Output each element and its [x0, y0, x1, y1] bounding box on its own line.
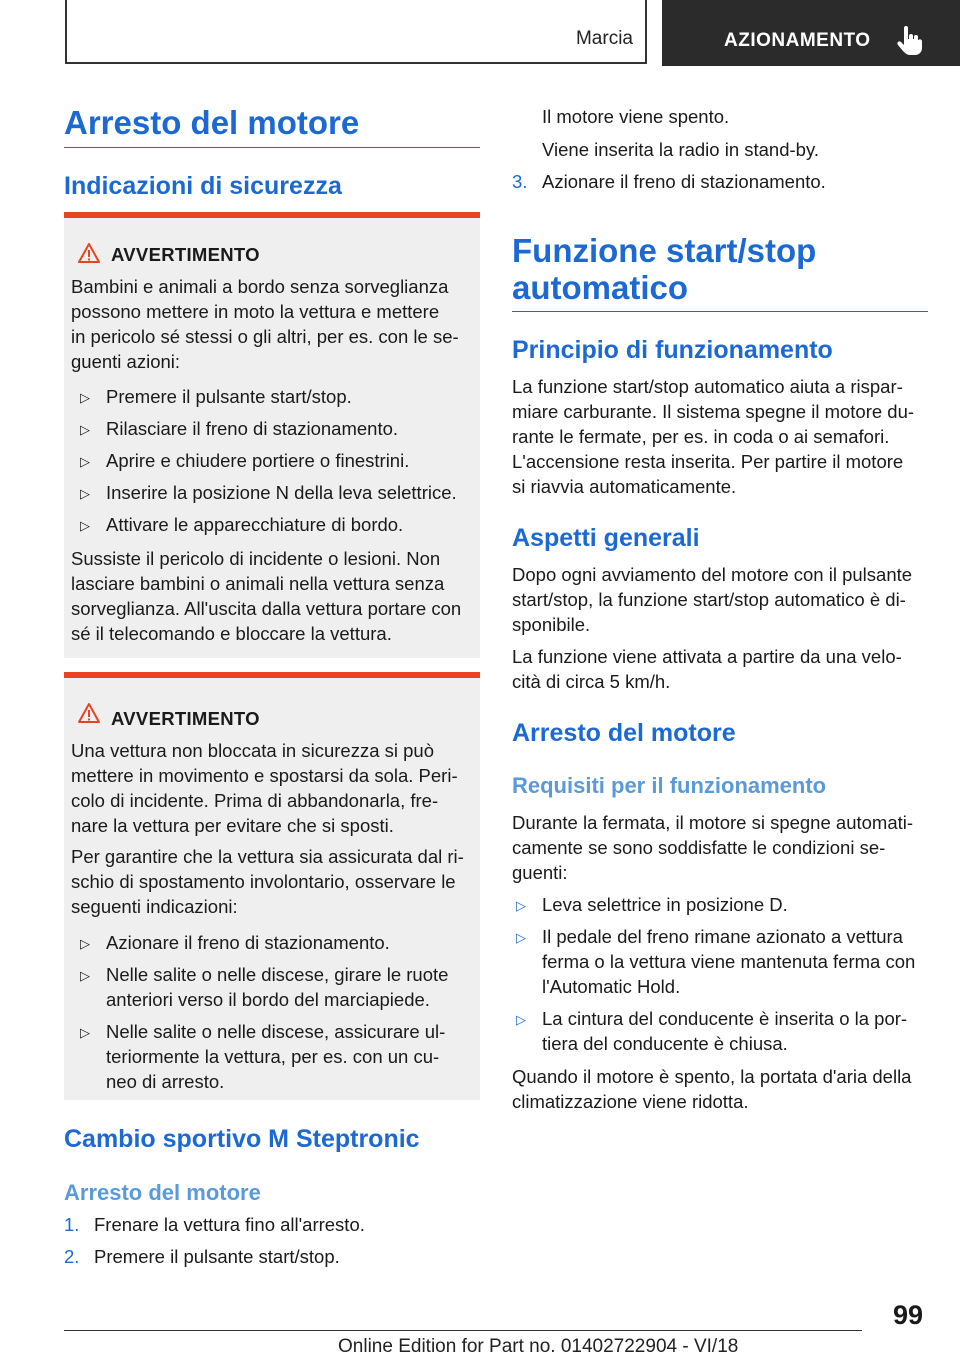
warning-2-intro2: Per garantire che la vettura sia assicurata dal ri- schio di spostamento involontario, osservare le seguenti indicazioni:: [71, 846, 464, 917]
bullet-triangle-icon: ▷: [80, 518, 90, 533]
requirement-item: La cintura del conducente è inserita o la por- tiera del conducente è chiusa.: [542, 1008, 908, 1054]
bullet-triangle-icon: ▷: [80, 1025, 90, 1040]
step-continuation: Il motore viene spento.: [542, 106, 730, 127]
page-number: 99: [893, 1300, 924, 1330]
bullet-triangle-icon: ▷: [80, 422, 90, 437]
requirement-item: Il pedale del freno rimane azionato a vettura ferma o la vettura viene mantenuta ferma con l'Automatic Hold.: [542, 926, 916, 997]
requirements-text: Durante la fermata, il motore si spegne automati- camente se sono soddisfatte le condizioni se- guenti:: [512, 812, 914, 883]
warning-1-title: AVVERTIMENTO: [111, 244, 260, 265]
header-section-label: Marcia: [575, 28, 633, 49]
warning-triangle-icon: [77, 242, 101, 264]
warning-box-1: [64, 212, 480, 658]
footer-rule: [64, 1330, 862, 1331]
header-chapter-label: AZIONAMENTO: [724, 30, 871, 51]
warning-triangle-icon: [77, 702, 101, 724]
bullet-triangle-icon: ▷: [516, 898, 526, 913]
closing-text: Quando il motore è spento, la portata d'aria della climatizzazione viene ridotta.: [512, 1066, 912, 1112]
general-text-1: Dopo ogni avviamento del motore con il pulsante start/stop, la funzione start/stop automatico è di- sponibile.: [512, 564, 913, 635]
warning-box-2: [64, 672, 480, 1100]
bullet-triangle-icon: ▷: [80, 486, 90, 501]
general-text-2: La funzione viene attivata a partire da una velo- cità di circa 5 km/h.: [512, 646, 902, 692]
footer-edition: Online Edition for Part no. 01402722904 - VI/18: [338, 1336, 739, 1357]
bullet-triangle-icon: ▷: [80, 936, 90, 951]
warning-1-item: Rilasciare il freno di stazionamento.: [106, 418, 399, 439]
warning-2-item: Nelle salite o nelle discese, girare le ruote anteriori verso il bordo del marciapiede.: [106, 964, 449, 1010]
bullet-triangle-icon: ▷: [80, 968, 90, 983]
step-text: Frenare la vettura fino all'arresto.: [94, 1214, 365, 1235]
steptronic-heading: Cambio sportivo M Steptronic: [64, 1125, 420, 1153]
warning-1-intro: Bambini e animali a bordo senza sorveglianza possono mettere in moto la vettura e mettere in pericolo sé stessi o gli altri, per es. con le se- guenti azioni:: [71, 276, 459, 372]
step-number: 2.: [64, 1246, 80, 1267]
step-text: Premere il pulsante start/stop.: [94, 1246, 340, 1267]
warning-2-intro: Una vettura non bloccata in sicurezza si può mettere in movimento e spostarsi da sola. Peri- colo di incidente. Prima di abbandonarla, fre- nare la vettura per evitare che si sposti.: [71, 740, 458, 836]
warning-1-item: Aprire e chiudere portiere o finestrini.: [106, 450, 410, 471]
title-rule: [64, 147, 480, 148]
bullet-triangle-icon: ▷: [80, 390, 90, 405]
stop-heading: Arresto del motore: [512, 719, 736, 747]
step-number: 3.: [512, 171, 528, 192]
section-title-rule: [512, 311, 928, 312]
step-text: Azionare il freno di stazionamento.: [542, 171, 826, 192]
warning-1-item: Premere il pulsante start/stop.: [106, 386, 352, 407]
bullet-triangle-icon: ▷: [516, 1012, 526, 1027]
requirement-item: Leva selettrice in posizione D.: [542, 894, 788, 915]
step-continuation: Viene inserita la radio in stand-by.: [542, 139, 819, 160]
warning-1-outro: Sussiste il pericolo di incidente o lesioni. Non lasciare bambini o animali nella vettura senza sorveglianza. All'uscita dalla vettura portare con sé il telecomando e bloccare la vettura.: [71, 548, 462, 644]
warning-1-item: Inserire la posizione N della leva selettrice.: [106, 482, 457, 503]
pointing-hand-icon: [896, 26, 922, 56]
principle-text: La funzione start/stop automatico aiuta a rispar- miare carburante. Il sistema spegne il motore du- rante le fermate, per es. in coda o ai semafori. L'accensione resta inserita. Per partire il motore si riavvia automaticamente.: [512, 376, 915, 497]
stop-subheading: Arresto del motore: [64, 1180, 261, 1205]
header-section-box: [65, 0, 647, 64]
bullet-triangle-icon: ▷: [516, 930, 526, 945]
warning-1-item: Attivare le apparecchiature di bordo.: [106, 514, 404, 535]
requirements-heading: Requisiti per il funzionamento: [512, 773, 827, 798]
header-chapter-tab: [662, 0, 960, 66]
principle-heading: Principio di funzionamento: [512, 336, 833, 364]
warning-2-title: AVVERTIMENTO: [111, 708, 260, 729]
bullet-triangle-icon: ▷: [80, 454, 90, 469]
warning-2-item: Azionare il freno di stazionamento.: [106, 932, 390, 953]
page-title: Arresto del motore: [64, 104, 360, 141]
safety-heading: Indicazioni di sicurezza: [64, 172, 342, 200]
warning-2-item: Nelle salite o nelle discese, assicurare ul- teriormente la vettura, per es. con un cu- neo di arresto.: [106, 1021, 446, 1092]
step-number: 1.: [64, 1214, 80, 1235]
section-title: Funzione start/stop automatico: [512, 232, 817, 306]
general-heading: Aspetti generali: [512, 524, 700, 552]
